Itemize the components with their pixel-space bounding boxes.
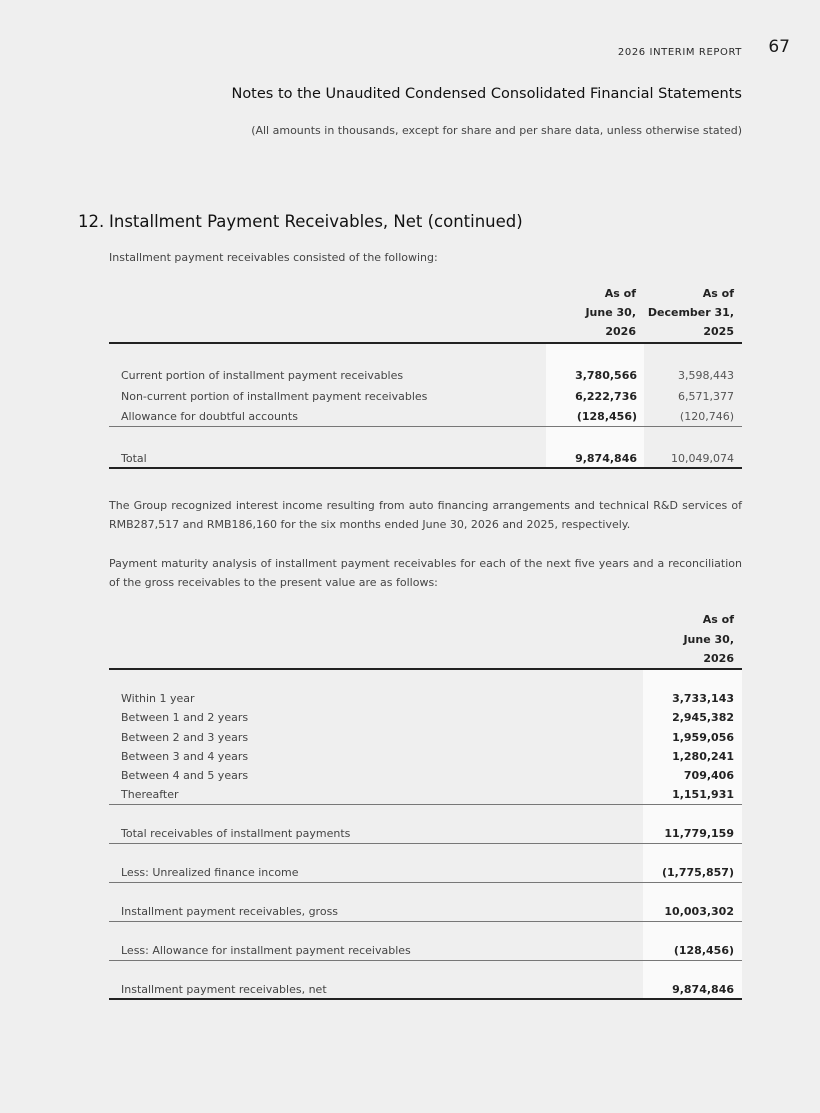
- maturity-intro-paragraph: Payment maturity analysis of installment payment receivables for each of the next five years and a reconciliation of the gross receivables to the present value are as follows:: [109, 557, 742, 589]
- subtotal-rule: [109, 426, 742, 427]
- summary-label: Installment payment receivables, gross: [121, 905, 339, 918]
- header-rule: [109, 342, 742, 344]
- section-rule: [109, 804, 742, 805]
- row-label: Between 2 and 3 years: [121, 731, 249, 744]
- row-value: 3,733,143: [672, 692, 734, 705]
- row-label: Current portion of installment payment receivables: [121, 369, 404, 382]
- row-label: Non-current portion of installment payment receivables: [121, 390, 428, 403]
- col-header-2025-line1: As of: [702, 287, 734, 300]
- table-row: [109, 692, 742, 711]
- col-header-2026-line1: As of: [604, 287, 636, 300]
- summary-value: 11,779,159: [664, 827, 734, 840]
- value-2025: (120,746): [679, 410, 734, 423]
- section-rule: [109, 921, 742, 922]
- row-label: Between 1 and 2 years: [121, 711, 249, 724]
- section-rule: [109, 882, 742, 883]
- total-rule: [109, 998, 742, 1000]
- table-row: [109, 369, 742, 388]
- section-rule: [109, 960, 742, 961]
- summary-label: Less: Unrealized finance income: [121, 866, 299, 879]
- row-value: 1,151,931: [672, 788, 734, 801]
- col-header-2026-line2: June 30,: [585, 306, 636, 319]
- summary-label: Total receivables of installment payments: [121, 827, 351, 840]
- total-2026: 9,874,846: [575, 452, 637, 465]
- col-header-line2: June 30,: [683, 633, 734, 646]
- summary-value: 9,874,846: [672, 983, 734, 996]
- page-number: 67: [768, 37, 790, 57]
- col-header-2025-line3: 2025: [703, 325, 734, 338]
- amounts-note: (All amounts in thousands, except for share and per share data, unless otherwise stated): [251, 124, 742, 137]
- table-row: [109, 769, 742, 788]
- row-value: 709,406: [683, 769, 734, 782]
- table-row: [109, 731, 742, 750]
- table-row: [109, 750, 742, 769]
- value-2026: (128,456): [576, 410, 637, 423]
- section-title: Installment Payment Receivables, Net (continued): [109, 212, 523, 231]
- row-label: Between 4 and 5 years: [121, 769, 249, 782]
- row-value: 1,280,241: [672, 750, 734, 763]
- row-value: 2,945,382: [672, 711, 734, 724]
- row-label: Allowance for doubtful accounts: [121, 410, 298, 423]
- col-header-line1: As of: [702, 613, 734, 626]
- section-number: 12.: [78, 212, 105, 231]
- summary-value: 10,003,302: [664, 905, 734, 918]
- value-2025: 6,571,377: [678, 390, 734, 403]
- total-2025: 10,049,074: [671, 452, 734, 465]
- table-row: [109, 390, 742, 409]
- row-label: Between 3 and 4 years: [121, 750, 249, 763]
- row-label: Thereafter: [121, 788, 179, 801]
- table-row: [109, 711, 742, 730]
- section-heading: [78, 212, 523, 231]
- col-header-line3: 2026: [703, 652, 734, 665]
- value-2026: 3,780,566: [575, 369, 637, 382]
- summary-label: Less: Allowance for installment payment receivables: [121, 944, 411, 957]
- value-2026: 6,222,736: [575, 390, 637, 403]
- total-label: Total: [121, 452, 147, 465]
- header-rule: [109, 668, 742, 670]
- col-header-2026-line3: 2026: [605, 325, 636, 338]
- section-rule: [109, 843, 742, 844]
- col-header-2025-line2: December 31,: [647, 306, 734, 319]
- summary-value: (128,456): [673, 944, 734, 957]
- summary-label: Installment payment receivables, net: [121, 983, 327, 996]
- total-rule: [109, 467, 742, 469]
- value-2025: 3,598,443: [678, 369, 734, 382]
- section-intro: Installment payment receivables consisted of the following:: [109, 251, 438, 264]
- row-label: Within 1 year: [121, 692, 195, 705]
- report-label: 2026 INTERIM REPORT: [617, 47, 742, 58]
- notes-title: Notes to the Unaudited Condensed Consolidated Financial Statements: [231, 86, 742, 102]
- summary-value: (1,775,857): [662, 866, 734, 879]
- row-value: 1,959,056: [672, 731, 734, 744]
- interest-income-paragraph: The Group recognized interest income resulting from auto financing arrangements and technical R&D services of RMB287,517 and RMB186,160 for the six months ended June 30, 2026 and 2025, respectively.: [109, 499, 742, 531]
